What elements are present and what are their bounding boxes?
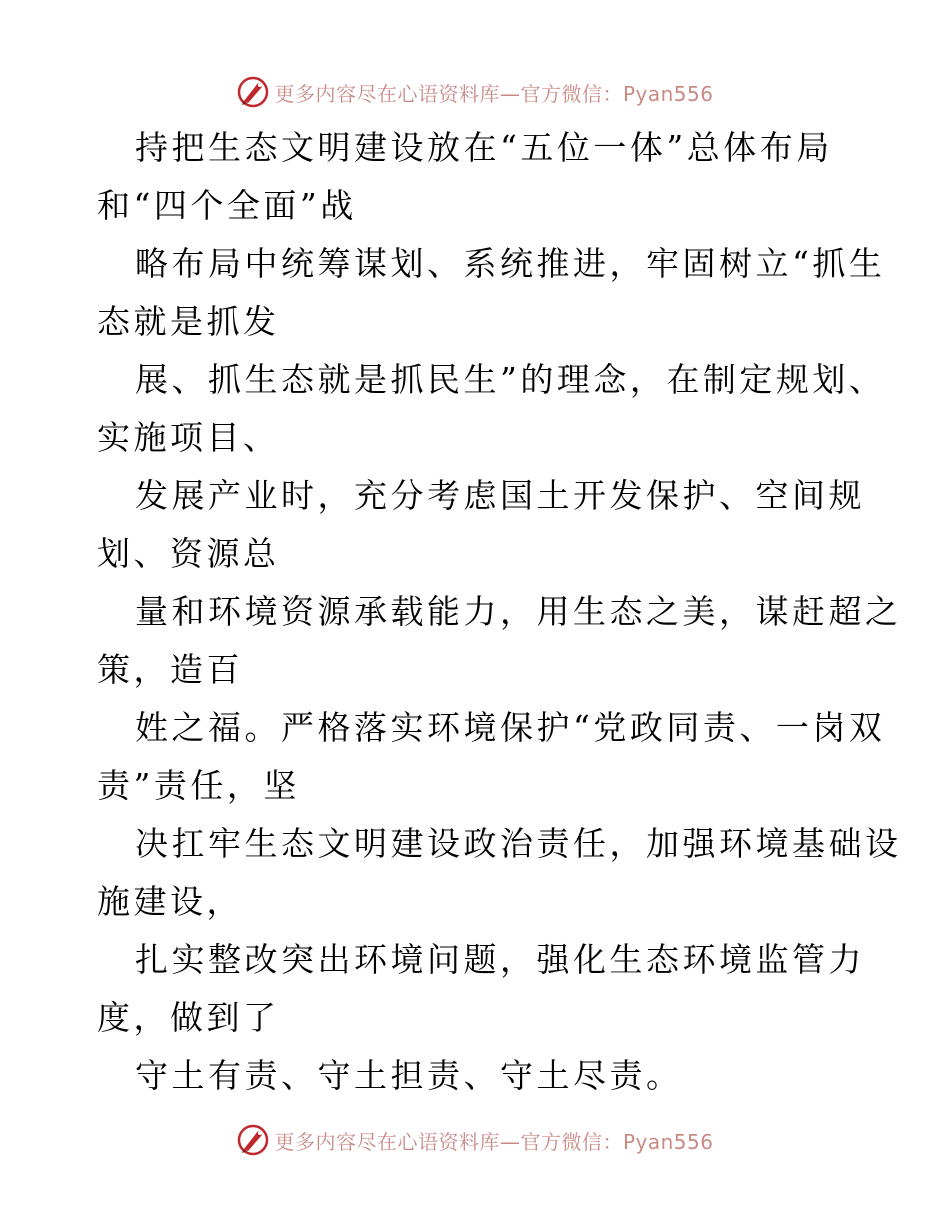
pen-logo-icon <box>236 75 270 109</box>
body-line: 度，做到了 <box>97 998 280 1037</box>
body-line: 决扛牢生态文明建设政治责任，加强环境基础设 <box>135 824 902 863</box>
body-line: 和“四个全面”战 <box>97 186 357 225</box>
body-line: 态就是抓发 <box>97 302 280 341</box>
pen-logo-icon <box>236 1123 270 1157</box>
footer-banner <box>0 1120 950 1160</box>
body-line: 略布局中统筹谋划、系统推进，牢固树立“抓生 <box>135 244 886 283</box>
body-line: 划、资源总 <box>97 534 280 573</box>
body-line: 展、抓生态就是抓民生”的理念，在制定规划、 <box>135 360 886 399</box>
body-line: 守土有责、守土担责、守土尽责。 <box>135 1056 683 1095</box>
header-banner-text: 更多内容尽在心语资料库—官方微信：Pyan556 <box>274 81 714 106</box>
body-line: 扎实整改突出环境问题，强化生态环境监管力 <box>135 940 865 979</box>
body-line: 持把生态文明建设放在“五位一体”总体布局 <box>135 128 833 167</box>
body-line: 量和环境资源承载能力，用生态之美，谋赶超之 <box>135 592 902 631</box>
body-line: 施建设， <box>97 882 243 921</box>
footer-banner-text: 更多内容尽在心语资料库—官方微信：Pyan556 <box>274 1129 714 1154</box>
body-line: 策，造百 <box>97 650 243 689</box>
header-banner <box>0 72 950 112</box>
body-line: 实施项目、 <box>97 418 280 457</box>
body-line: 姓之福。严格落实环境保护“党政同责、一岗双 <box>135 708 886 747</box>
body-line: 发展产业时，充分考虑国土开发保护、空间规 <box>135 476 865 515</box>
body-line: 责”责任，坚 <box>97 766 300 805</box>
